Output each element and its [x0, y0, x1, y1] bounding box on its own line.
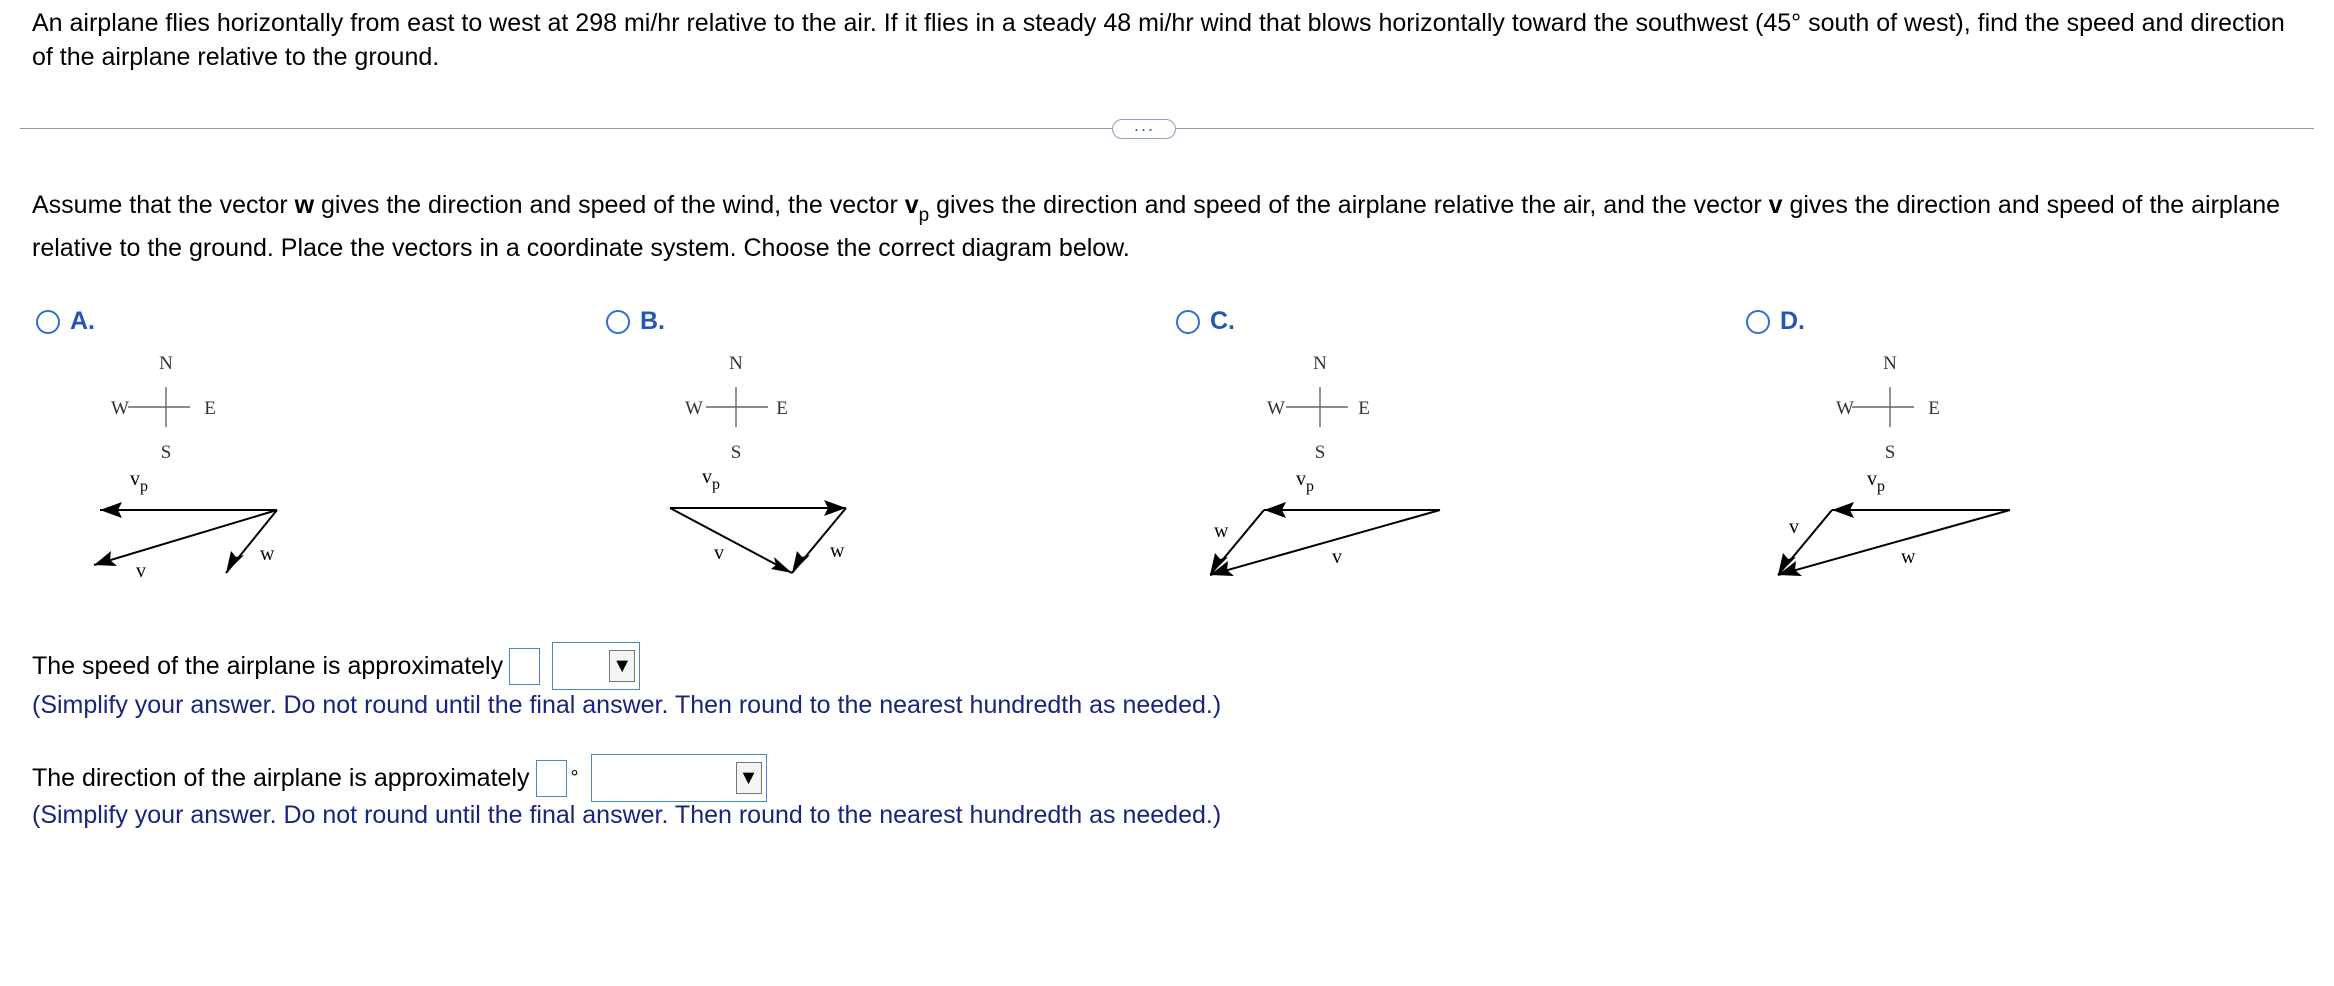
- speed-input[interactable]: [509, 648, 540, 685]
- label-vp: $v_p$: [1867, 468, 1885, 495]
- vector-v-label: v: [1768, 191, 1783, 219]
- compass-e: E: [1928, 398, 1940, 419]
- compass-e: E: [776, 398, 788, 419]
- diagram-a: [80, 345, 300, 585]
- vector-v: [94, 510, 277, 565]
- speed-unit-select[interactable]: [552, 642, 640, 690]
- compass: [1286, 387, 1348, 427]
- compass-n: N: [1883, 353, 1897, 374]
- compass-s: S: [160, 442, 172, 463]
- vector-v: [670, 508, 792, 573]
- vector-vp-label: v: [904, 191, 919, 219]
- option-a-radio[interactable]: [36, 310, 60, 334]
- compass-w: W: [685, 398, 703, 419]
- vector-w-label: w: [294, 191, 315, 219]
- speed-row: [32, 642, 640, 690]
- label-v: v: [1789, 516, 1799, 538]
- label-w: w: [1901, 546, 1916, 568]
- compass: [1852, 387, 1914, 427]
- direction-prompt: The direction of the airplane is approximately: [32, 764, 530, 792]
- compass-e: E: [204, 398, 216, 419]
- label-v: v: [1332, 546, 1342, 568]
- vector-w: [1778, 510, 2010, 575]
- option-b-radio[interactable]: [606, 310, 630, 334]
- diagram-b: [650, 345, 870, 585]
- compass-n: N: [729, 353, 743, 374]
- compass-s: S: [730, 442, 742, 463]
- compass-w: W: [111, 398, 129, 419]
- v-arrowhead: [771, 557, 792, 573]
- label-w: w: [1214, 520, 1229, 542]
- label-w: w: [830, 540, 845, 562]
- option-b[interactable]: B.: [606, 307, 665, 336]
- compass-n: N: [159, 353, 173, 374]
- compass-s: S: [1884, 442, 1896, 463]
- label-vp: $v_p$: [702, 466, 720, 493]
- speed-hint: (Simplify your answer. Do not round until the final answer. Then round to the nearest hundredth as needed.): [32, 691, 1222, 719]
- label-vp: $v_p$: [130, 468, 148, 495]
- diagram-d: [1775, 345, 2015, 585]
- compass-w: W: [1836, 398, 1854, 419]
- vector-v: [1210, 510, 1440, 575]
- chevron-down-icon: ▼: [609, 650, 635, 682]
- option-c-radio[interactable]: [1176, 310, 1200, 334]
- direction-row: The direction of the airplane is approximately ° ▼: [32, 754, 767, 802]
- label-v: v: [136, 560, 146, 582]
- option-a[interactable]: A.: [36, 307, 95, 336]
- label-w: w: [260, 543, 275, 565]
- direction-select[interactable]: [591, 754, 767, 802]
- option-d-radio[interactable]: [1746, 310, 1770, 334]
- direction-hint: (Simplify your answer. Do not round until the final answer. Then round to the nearest hundredth as needed.): [32, 801, 1222, 829]
- chevron-down-icon: ▼: [736, 762, 762, 794]
- speed-prompt: The speed of the airplane is approximately: [32, 652, 504, 680]
- question-text: An airplane flies horizontally from east to west at 298 mi/hr relative to the air. If it flies in a steady 48 mi/hr wind that blows horizontally toward the southwest (45° south of west), find the speed and direction of the airplane relative to the ground.: [32, 9, 2285, 71]
- label-vp: $v_p$: [1296, 468, 1314, 495]
- compass-n: N: [1313, 353, 1327, 374]
- option-c[interactable]: C.: [1176, 307, 1235, 336]
- label-v: v: [714, 542, 724, 564]
- compass: [128, 387, 190, 427]
- compass-w: W: [1267, 398, 1285, 419]
- direction-input[interactable]: [536, 760, 567, 797]
- instructions-text: Assume that the vector w gives the direction and speed of the wind, the vector $v_p$ gives the direction and speed of the airplane relative the air, and the vector v gives the direction and speed of the airplane relative to the ground. Place the vectors in a coordinate system. Choose the correct diagram below.: [32, 191, 2281, 262]
- compass: [706, 387, 768, 427]
- option-d[interactable]: D.: [1746, 307, 1805, 336]
- compass-e: E: [1358, 398, 1370, 419]
- diagram-c: [1210, 345, 1450, 585]
- compass-s: S: [1314, 442, 1326, 463]
- more-button[interactable]: ···: [1112, 119, 1176, 139]
